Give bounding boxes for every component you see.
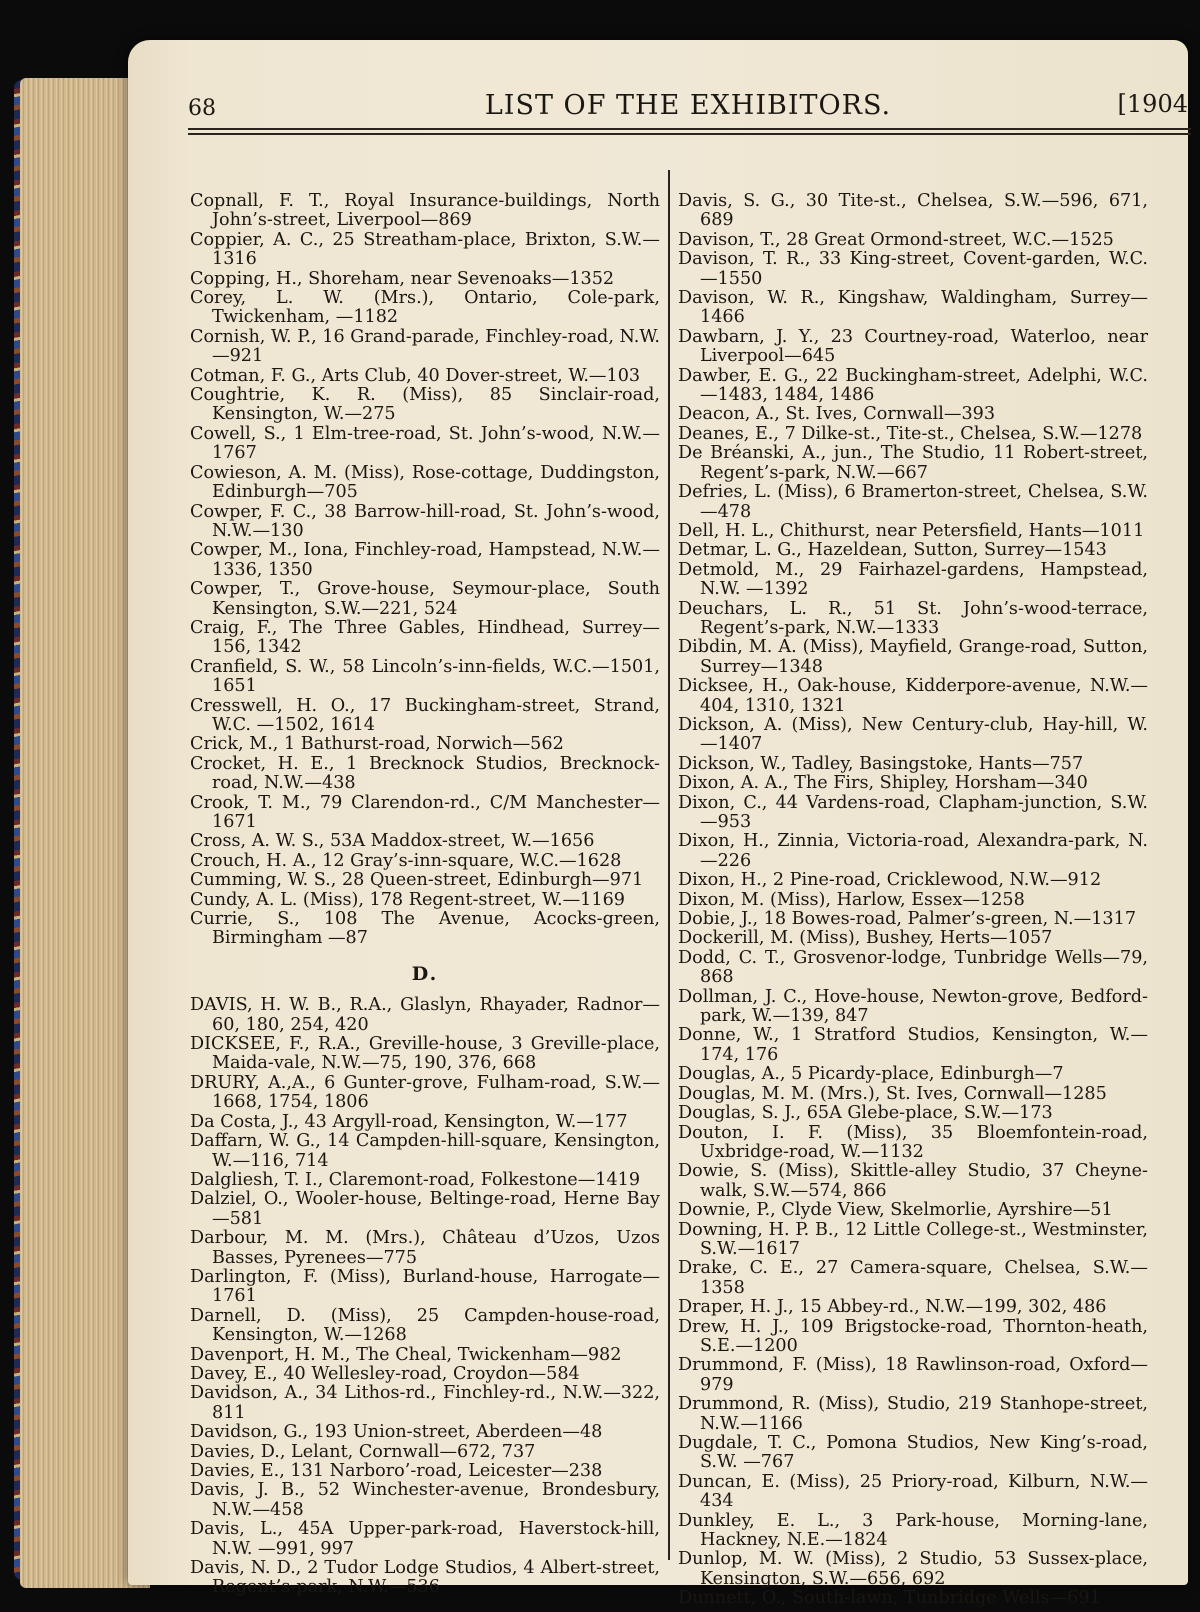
exhibitor-entry: Cornish, W. P., 16 Grand-parade, Finchley-road, N.W. —921: [190, 326, 660, 367]
exhibitor-entry: Davison, T. R., 33 King-street, Covent-garden, W.C.—1550: [678, 249, 1148, 289]
exhibitor-entry: Copping, H., Shoreham, near Sevenoaks—1352: [190, 268, 615, 289]
exhibitor-entry: Darbour, M. M. (Mrs.), Château d’Uzos, Uzos Basses, Pyrenees—775: [190, 1228, 660, 1268]
exhibitor-entry: De Bréanski, A., jun., The Studio, 11 Robert-street, Regent’s-park, N.W.—667: [678, 443, 1148, 483]
exhibitor-entry: Dunlop, M. W. (Miss), 2 Studio, 53 Sussex-place, Kensington, S.W.—656, 692: [678, 1549, 1148, 1589]
exhibitor-entry: Davison, T., 28 Great Ormond-street, W.C.—1525: [678, 229, 1114, 250]
page-number: 68: [188, 96, 216, 121]
exhibitor-entry: Deuchars, L. R., 51 St. John’s-wood-terrace, Regent’s-park, N.W.—1333: [678, 598, 1148, 638]
exhibitor-entry: Defries, L. (Miss), 6 Bramerton-street, Chelsea, S.W.—478: [678, 482, 1148, 522]
exhibitor-entry: Dibdin, M. A. (Miss), Mayfield, Grange-road, Sutton, Surrey—1348: [678, 637, 1148, 677]
exhibitor-entry: Darlington, F. (Miss), Burland-house, Harrogate—1761: [190, 1266, 660, 1307]
column-divider: [668, 170, 670, 1560]
exhibitor-entry: Craig, F., The Three Gables, Hindhead, Surrey—156, 1342: [190, 617, 660, 658]
exhibitor-entry: Dawbarn, J. Y., 23 Courtney-road, Waterloo, near Liverpool—645: [678, 326, 1148, 367]
exhibitor-entry: Crouch, H. A., 12 Gray’s-inn-square, W.C.—1628: [190, 850, 622, 871]
exhibitor-entry: DAVIS, H. W. B., R.A., Glaslyn, Rhayader, Radnor—60, 180, 254, 420: [190, 995, 660, 1035]
exhibitor-entry: Davidson, A., 34 Lithos-rd., Finchley-rd., N.W.—322, 811: [190, 1383, 660, 1423]
exhibitor-entry: Davey, E., 40 Wellesley-road, Croydon—584: [190, 1363, 580, 1384]
page-header: [188, 90, 1188, 130]
exhibitor-entry: Cowper, F. C., 38 Barrow-hill-road, St. John’s-wood, N.W.—130: [190, 501, 660, 541]
exhibitor-entry: Dixon, A. A., The Firs, Shipley, Horsham—340: [678, 773, 1088, 794]
exhibitor-entry: Davis, N. D., 2 Tudor Lodge Studios, 4 Albert-street, Regent’s-park, N.W.—536: [190, 1558, 660, 1598]
exhibitor-entry: Davis, J. B., 52 Winchester-avenue, Brondesbury, N.W.—458: [190, 1480, 660, 1520]
exhibitor-entry: Drake, C. E., 27 Camera-square, Chelsea, S.W.—1358: [678, 1258, 1148, 1298]
exhibitor-entry: Dixon, M. (Miss), Harlow, Essex—1258: [678, 889, 1025, 910]
exhibitor-entry: Donne, W., 1 Stratford Studios, Kensington, W.—174, 176: [678, 1025, 1148, 1065]
exhibitor-entry: Dunnett, O., South-lawn, Tunbridge Wells—691: [678, 1588, 1101, 1609]
exhibitor-entry: Dickson, A. (Miss), New Century-club, Hay-hill, W. —1407: [678, 714, 1148, 755]
exhibitor-entry: Dalgliesh, T. I., Claremont-road, Folkestone—1419: [190, 1169, 641, 1190]
book-page: [128, 40, 1188, 1609]
entries-c-group: [190, 192, 660, 949]
exhibitor-entry: Cowper, M., Iona, Finchley-road, Hampstead, N.W.—1336, 1350: [190, 540, 660, 580]
exhibitor-entry: Dowie, S. (Miss), Skittle-alley Studio, 37 Cheyne-walk, S.W.—574, 866: [678, 1161, 1148, 1201]
exhibitor-entry: Crook, T. M., 79 Clarendon-rd., C/M Manchester—1671: [190, 792, 660, 832]
exhibitor-entry: Corey, L. W. (Mrs.), Ontario, Cole-park, Twickenham, —1182: [190, 288, 660, 328]
exhibitor-entry: Cundy, A. L. (Miss), 178 Regent-street, W.—1169: [190, 889, 625, 910]
exhibitor-entry: Davies, E., 131 Narboro’-road, Leicester—238: [190, 1461, 603, 1481]
header-rule-double: [188, 133, 1191, 135]
exhibitor-entry: Cresswell, H. O., 17 Buckingham-street, Strand, W.C. —1502, 1614: [190, 695, 660, 735]
exhibitor-entry: Cotman, F. G., Arts Club, 40 Dover-street, W.—103: [190, 365, 641, 386]
exhibitor-entry: Douton, I. F. (Miss), 35 Bloemfontein-road, Uxbridge-road, W.—1132: [678, 1122, 1148, 1162]
exhibitor-entry: Davidson, G., 193 Union-street, Aberdeen—48: [190, 1422, 603, 1443]
exhibitor-entry: Draper, H. J., 15 Abbey-rd., N.W.—199, 302, 486: [678, 1297, 1107, 1318]
exhibitor-entry: Deanes, E., 7 Dilke-st., Tite-st., Chelsea, S.W.—1278: [678, 423, 1143, 444]
exhibitor-entry: Daffarn, W. G., 14 Campden-hill-square, Kensington, W.—116, 714: [190, 1131, 660, 1171]
exhibitor-entry: Drew, H. J., 109 Brigstocke-road, Thornton-heath, S.E.—1200: [678, 1316, 1148, 1356]
exhibitor-entry: Dell, H. L., Chithurst, near Petersfield, Hants—1011: [678, 520, 1145, 541]
exhibitor-entry: Dunkley, E. L., 3 Park-house, Morning-lane, Hackney, N.E.—1824: [678, 1510, 1148, 1551]
exhibitor-entry: DICKSEE, F., R.A., Greville-house, 3 Greville-place, Maida-vale, N.W.—75, 190, 376, 668: [190, 1034, 660, 1074]
exhibitor-entry: Detmold, M., 29 Fairhazel-gardens, Hampstead, N.W. —1392: [678, 559, 1148, 600]
exhibitor-entry: Dawber, E. G., 22 Buckingham-street, Adelphi, W.C. —1483, 1484, 1486: [678, 365, 1148, 406]
exhibitor-entry: Drummond, F. (Miss), 18 Rawlinson-road, Oxford—979: [678, 1355, 1148, 1395]
exhibitor-entry: Cumming, W. S., 28 Queen-street, Edinburgh—971: [190, 870, 644, 891]
exhibitor-entry: Douglas, A., 5 Picardy-place, Edinburgh—7: [678, 1064, 1064, 1085]
exhibitor-entry: Douglas, S. J., 65A Glebe-place, S.W.—173: [678, 1103, 1053, 1124]
exhibitor-entry: Duncan, E. (Miss), 25 Priory-road, Kilburn, N.W.—434: [678, 1471, 1148, 1512]
exhibitor-entry: Crick, M., 1 Bathurst-road, Norwich—562: [190, 734, 564, 755]
exhibitor-entry: Da Costa, J., 43 Argyll-road, Kensington, W.—177: [190, 1111, 628, 1132]
exhibitor-entry: Dockerill, M. (Miss), Bushey, Herts—1057: [678, 928, 1053, 949]
exhibitor-entry: Coppier, A. C., 25 Streatham-place, Brixton, S.W.—1316: [190, 229, 660, 270]
exhibitor-entry: Davison, W. R., Kingshaw, Waldingham, Surrey—1466: [678, 288, 1148, 328]
exhibitor-entry: DRURY, A.,A., 6 Gunter-grove, Fulham-road, S.W.—1668, 1754, 1806: [190, 1072, 660, 1113]
exhibitor-entry: Currie, S., 108 The Avenue, Acocks-green, Birmingham —87: [190, 909, 660, 949]
exhibitor-entry: Davenport, H. M., The Cheal, Twickenham—982: [190, 1344, 622, 1365]
exhibitor-entry: Dixon, H., 2 Pine-road, Cricklewood, N.W.—912: [678, 870, 1102, 891]
exhibitor-entry: Cowper, T., Grove-house, Seymour-place, South Kensington, S.W.—221, 524: [190, 579, 660, 619]
exhibitor-entry: Downie, P., Clyde View, Skelmorlie, Ayrshire—51: [678, 1200, 1113, 1221]
exhibitor-entry: Copnall, F. T., Royal Insurance-buildings, North John’s-street, Liverpool—869: [190, 191, 660, 231]
exhibitor-entry: Downing, H. P. B., 12 Little College-st., Westminster, S.W.—1617: [678, 1219, 1148, 1259]
exhibitor-entry: Cross, A. W. S., 53A Maddox-street, W.—1656: [190, 831, 595, 852]
left-column: [190, 192, 660, 1598]
exhibitor-entry: Davis, S. G., 30 Tite-st., Chelsea, S.W.—596, 671, 689: [678, 191, 1148, 231]
section-letter-d: D.: [411, 962, 439, 985]
exhibitor-entry: Cowieson, A. M. (Miss), Rose-cottage, Duddingston, Edinburgh—705: [190, 462, 660, 503]
exhibitor-entry: Douglas, M. M. (Mrs.), St. Ives, Cornwall—1285: [678, 1083, 1107, 1104]
exhibitor-entry: Detmar, L. G., Hazeldean, Sutton, Surrey—1543: [678, 540, 1107, 561]
exhibitor-entry: Dickson, W., Tadley, Basingstoke, Hants—757: [678, 753, 1084, 774]
exhibitor-entry: Dicksee, H., Oak-house, Kidderpore-avenue, N.W.—404, 1310, 1321: [678, 676, 1148, 716]
exhibitor-entry: Dixon, C., 44 Vardens-road, Clapham-junction, S.W.—953: [678, 792, 1148, 832]
exhibitor-entry: Davies, D., Lelant, Cornwall—672, 737: [190, 1441, 536, 1462]
exhibitor-entry: Davis, L., 45A Upper-park-road, Haverstock-hill, N.W. —991, 997: [190, 1519, 660, 1559]
exhibitor-entry: Crocket, H. E., 1 Brecknock Studios, Brecknock-road, N.W.—438: [190, 753, 660, 794]
exhibitor-entry: Coughtrie, K. R. (Miss), 85 Sinclair-road, Kensington, W.—275: [190, 385, 660, 425]
right-column: [678, 192, 1148, 1609]
exhibitor-entry: Darnell, D. (Miss), 25 Campden-house-road, Kensington, W.—1268: [190, 1305, 660, 1346]
header-rule: [188, 128, 1191, 130]
exhibitor-entry: Dollman, J. C., Hove-house, Newton-grove, Bedford-park, W.—139, 847: [678, 986, 1148, 1027]
exhibitor-entry: Drummond, R. (Miss), Studio, 219 Stanhope-street, N.W.—1166: [678, 1394, 1148, 1434]
exhibitor-entry: Dodd, C. T., Grosvenor-lodge, Tunbridge Wells—79, 868: [678, 947, 1148, 988]
exhibitor-entry: Dixon, H., Zinnia, Victoria-road, Alexandra-park, N. —226: [678, 831, 1148, 871]
page-title: LIST OF THE EXHIBITORS.: [484, 90, 892, 121]
page-year: [1904: [1117, 90, 1188, 118]
exhibitor-entry: Cranfield, S. W., 58 Lincoln’s-inn-fields, W.C.—1501, 1651: [190, 656, 660, 697]
exhibitor-entry: Deacon, A., St. Ives, Cornwall—393: [678, 404, 996, 425]
exhibitor-entry: Dugdale, T. C., Pomona Studios, New King’s-road, S.W. —767: [678, 1433, 1148, 1473]
exhibitor-entry: Cowell, S., 1 Elm-tree-road, St. John’s-wood, N.W.—1767: [190, 423, 660, 464]
entries-d-group: [190, 996, 660, 1598]
exhibitor-entry: Dobie, J., 18 Bowes-road, Palmer’s-green, N.—1317: [678, 909, 1137, 930]
exhibitor-entry: Dalziel, O., Wooler-house, Beltinge-road, Herne Bay—581: [190, 1189, 660, 1229]
